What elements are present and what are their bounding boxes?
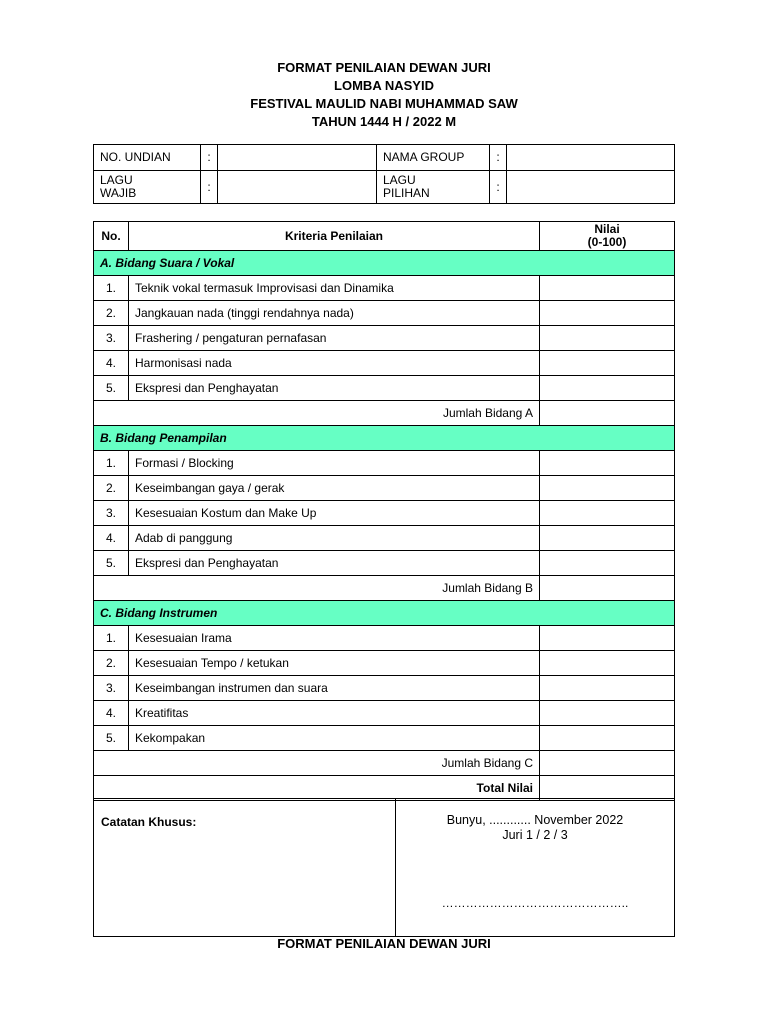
criteria-label: Keseimbangan gaya / gerak: [129, 476, 540, 501]
criteria-row: [94, 276, 675, 301]
criteria-label: Kesesuaian Kostum dan Make Up: [129, 501, 540, 526]
subtotal-row: [94, 401, 675, 426]
colon: :: [490, 145, 507, 171]
criteria-number: 4.: [94, 351, 129, 376]
criteria-number: 3.: [94, 501, 129, 526]
criteria-row: [94, 526, 675, 551]
criteria-row: [94, 351, 675, 376]
criteria-label: Ekspresi dan Penghayatan: [129, 551, 540, 576]
criteria-number: 3.: [94, 676, 129, 701]
score-field[interactable]: [540, 276, 675, 301]
criteria-number: 2.: [94, 651, 129, 676]
colon: :: [490, 171, 507, 204]
header-kriteria: Kriteria Penilaian: [129, 222, 540, 251]
criteria-number: 4.: [94, 526, 129, 551]
criteria-row: [94, 301, 675, 326]
nama-group-label: NAMA GROUP: [377, 145, 490, 171]
criteria-label: Adab di panggung: [129, 526, 540, 551]
signature-line: ………………………………………..: [441, 896, 629, 910]
score-field[interactable]: [540, 501, 675, 526]
score-table: [93, 221, 675, 801]
subtotal-label: Jumlah Bidang B: [94, 576, 540, 601]
criteria-number: 1.: [94, 451, 129, 476]
section-title: A. Bidang Suara / Vokal: [94, 251, 675, 276]
notes-cell[interactable]: [94, 799, 396, 937]
score-field[interactable]: [540, 451, 675, 476]
criteria-number: 5.: [94, 551, 129, 576]
criteria-label: Kesesuaian Tempo / ketukan: [129, 651, 540, 676]
colon: :: [201, 145, 218, 171]
score-field[interactable]: [540, 676, 675, 701]
header-no: No.: [94, 222, 129, 251]
total-label: Total Nilai: [94, 776, 540, 801]
total-field[interactable]: [540, 776, 675, 801]
score-field[interactable]: [540, 351, 675, 376]
criteria-label: Harmonisasi nada: [129, 351, 540, 376]
criteria-label: Kreatifitas: [129, 701, 540, 726]
section-title: C. Bidang Instrumen: [94, 601, 675, 626]
criteria-row: [94, 726, 675, 751]
title-line-2: LOMBA NASYID: [334, 78, 434, 93]
score-field[interactable]: [540, 551, 675, 576]
criteria-row: [94, 551, 675, 576]
lagu-pilihan-label: LAGU PILIHAN: [377, 171, 490, 204]
score-field[interactable]: [540, 376, 675, 401]
criteria-number: 2.: [94, 476, 129, 501]
footer-title: FORMAT PENILAIAN DEWAN JURI: [277, 936, 491, 951]
criteria-row: [94, 326, 675, 351]
criteria-row: [94, 651, 675, 676]
criteria-number: 1.: [94, 626, 129, 651]
criteria-label: Jangkauan nada (tinggi rendahnya nada): [129, 301, 540, 326]
score-field[interactable]: [540, 326, 675, 351]
criteria-row: [94, 676, 675, 701]
criteria-label: Keseimbangan instrumen dan suara: [129, 676, 540, 701]
criteria-row: [94, 501, 675, 526]
signature-cell: [396, 799, 675, 937]
notes-table: [93, 798, 675, 937]
subtotal-row: [94, 576, 675, 601]
score-field[interactable]: [540, 476, 675, 501]
subtotal-row: [94, 751, 675, 776]
criteria-row: [94, 701, 675, 726]
title-line-4: TAHUN 1444 H / 2022 M: [311, 114, 457, 129]
document-title: [0, 59, 768, 131]
colon: :: [201, 171, 218, 204]
header-nilai: Nilai (0-100): [540, 222, 675, 251]
total-row: [94, 776, 675, 801]
section-header: [94, 426, 675, 451]
criteria-row: [94, 376, 675, 401]
criteria-number: 5.: [94, 376, 129, 401]
criteria-number: 4.: [94, 701, 129, 726]
title-line-3: FESTIVAL MAULID NABI MUHAMMAD SAW: [250, 96, 518, 111]
criteria-row: [94, 476, 675, 501]
score-field[interactable]: [540, 626, 675, 651]
no-undian-field[interactable]: [218, 145, 377, 171]
criteria-number: 5.: [94, 726, 129, 751]
criteria-label: Ekspresi dan Penghayatan: [129, 376, 540, 401]
criteria-row: [94, 451, 675, 476]
criteria-label: Frashering / pengaturan pernafasan: [129, 326, 540, 351]
section-title: B. Bidang Penampilan: [94, 426, 675, 451]
criteria-label: Formasi / Blocking: [129, 451, 540, 476]
lagu-wajib-field[interactable]: [218, 171, 377, 204]
subtotal-field[interactable]: [540, 401, 675, 426]
subtotal-label: Jumlah Bidang C: [94, 751, 540, 776]
subtotal-field[interactable]: [540, 576, 675, 601]
criteria-label: Kekompakan: [129, 726, 540, 751]
criteria-number: 3.: [94, 326, 129, 351]
place-date: Bunyu, ............ November 2022: [446, 813, 624, 827]
score-field[interactable]: [540, 651, 675, 676]
criteria-row: [94, 626, 675, 651]
notes-label: Catatan Khusus:: [101, 815, 197, 829]
score-field[interactable]: [540, 701, 675, 726]
section-header: [94, 601, 675, 626]
subtotal-field[interactable]: [540, 751, 675, 776]
nama-group-field[interactable]: [507, 145, 675, 171]
criteria-label: Teknik vokal termasuk Improvisasi dan Dinamika: [129, 276, 540, 301]
criteria-number: 1.: [94, 276, 129, 301]
criteria-number: 2.: [94, 301, 129, 326]
juri-label: Juri 1 / 2 / 3: [502, 828, 568, 842]
no-undian-label: NO. UNDIAN: [94, 145, 201, 171]
subtotal-label: Jumlah Bidang A: [94, 401, 540, 426]
score-field[interactable]: [540, 726, 675, 751]
score-field[interactable]: [540, 526, 675, 551]
criteria-label: Kesesuaian Irama: [129, 626, 540, 651]
section-header: [94, 251, 675, 276]
title-line-1: FORMAT PENILAIAN DEWAN JURI: [277, 60, 491, 75]
score-field[interactable]: [540, 301, 675, 326]
lagu-pilihan-field[interactable]: [507, 171, 675, 204]
identity-table: [93, 144, 675, 204]
lagu-wajib-label: LAGU WAJIB: [94, 171, 201, 204]
